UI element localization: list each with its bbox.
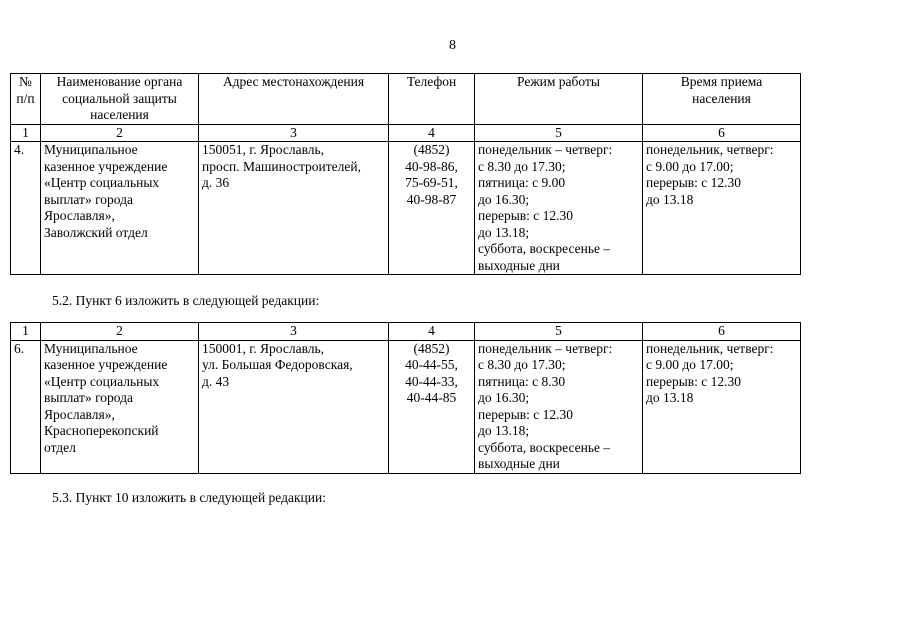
header-num (11, 74, 41, 125)
cell-line: социальной защиты (62, 90, 177, 106)
cell-line: Ярославля», (44, 406, 115, 422)
cell-line: до 13.18 (646, 191, 694, 207)
institutions-table-1 (10, 73, 801, 275)
cell-line: суббота, воскресенье – (478, 241, 611, 256)
cell-line: (4852) (413, 142, 450, 157)
cell-line: 40-98-87 (406, 191, 457, 207)
cell-line: выходные дни (478, 456, 560, 471)
row-number: 4. (11, 142, 41, 275)
institution-address (199, 142, 389, 275)
cell-line: 40-44-33, (405, 373, 458, 389)
paragraph-5-2: 5.2. Пункт 6 изложить в следующей редакции: (52, 293, 320, 308)
cell-line: д. 36 (202, 175, 230, 190)
header-name (41, 74, 199, 125)
cell-line: пятница: с 8.30 (478, 373, 566, 389)
table-row (11, 340, 801, 473)
cell-line: Муниципальное (44, 340, 138, 356)
index-cell: 2 (41, 124, 199, 142)
header-schedule (475, 74, 643, 125)
cell-line: до 13.18 (646, 390, 694, 405)
cell-line: казенное учреждение (44, 357, 168, 372)
cell-line: населения (90, 107, 149, 122)
index-cell: 3 (199, 323, 389, 341)
cell-line: казенное учреждение (44, 158, 168, 174)
cell-line: Время приема (680, 74, 763, 89)
cell-line: ул. Большая Федоровская, (202, 357, 353, 372)
work-schedule (475, 340, 643, 473)
cell-line: до 16.30; (478, 390, 530, 405)
index-cell: 6 (643, 323, 801, 341)
cell-line: Адрес местонахождения (222, 74, 365, 89)
reception-hours (643, 142, 801, 275)
index-cell: 2 (41, 323, 199, 341)
work-schedule (475, 142, 643, 275)
cell-line: с 8.30 до 17.30; (478, 158, 566, 174)
institution-name (41, 340, 199, 473)
cell-line: выходные дни (478, 257, 560, 273)
cell-line: Телефон (406, 74, 457, 89)
column-index-row (11, 323, 801, 341)
cell-line: с 9.00 до 17.00; (646, 357, 734, 372)
cell-line: 40-44-85 (406, 390, 457, 405)
institution-address (199, 340, 389, 473)
cell-line: перерыв: с 12.30 (478, 208, 574, 223)
index-cell: 1 (11, 124, 41, 142)
paragraph-5-3: 5.3. Пункт 10 изложить в следующей редакции: (52, 490, 326, 505)
cell-line: Наименование органа (56, 74, 183, 89)
cell-line: населения (692, 90, 751, 106)
cell-line: Муниципальное (44, 142, 138, 157)
cell-line: с 8.30 до 17.30; (478, 357, 566, 372)
cell-line: перерыв: с 12.30 (646, 175, 742, 190)
column-index-row (11, 124, 801, 142)
cell-line: Режим работы (517, 74, 600, 89)
cell-line: выплат» города (44, 390, 133, 405)
header-row (11, 74, 801, 125)
cell-line: понедельник – четверг: (478, 340, 613, 356)
institutions-table-2 (10, 322, 801, 474)
index-cell: 3 (199, 124, 389, 142)
cell-line: 150051, г. Ярославль, (202, 142, 325, 157)
cell-line: понедельник, четверг: (646, 142, 774, 157)
index-cell: 5 (475, 323, 643, 341)
cell-line: понедельник, четверг: (646, 340, 774, 356)
cell-line: (4852) (413, 340, 450, 356)
cell-line: д. 43 (202, 373, 230, 389)
cell-line: 75-69-51, (405, 175, 458, 190)
header-phone (389, 74, 475, 125)
cell-line: Заволжский отдел (44, 224, 148, 240)
cell-line: 40-98-86, (405, 158, 458, 174)
cell-line: с 9.00 до 17.00; (646, 158, 734, 174)
cell-line: № (19, 74, 32, 89)
cell-line: просп. Машиностроителей, (202, 158, 361, 174)
reception-hours (643, 340, 801, 473)
cell-line: выплат» города (44, 191, 133, 207)
cell-line: перерыв: с 12.30 (478, 406, 574, 422)
cell-line: пятница: с 9.00 (478, 175, 566, 190)
cell-line: Красноперекопский (44, 423, 159, 438)
institution-phone (389, 340, 475, 473)
institution-name (41, 142, 199, 275)
cell-line: перерыв: с 12.30 (646, 373, 742, 389)
table-row (11, 142, 801, 275)
cell-line: суббота, воскресенье – (478, 439, 611, 455)
cell-line: п/п (16, 90, 35, 106)
cell-line: до 13.18; (478, 423, 530, 438)
cell-line: Ярославля», (44, 208, 115, 223)
institution-phone (389, 142, 475, 275)
index-cell: 4 (389, 124, 475, 142)
cell-line: отдел (44, 439, 76, 455)
cell-line: «Центр социальных (44, 373, 160, 389)
index-cell: 5 (475, 124, 643, 142)
cell-line: до 13.18; (478, 224, 530, 240)
index-cell: 1 (11, 323, 41, 341)
header-reception (643, 74, 801, 125)
row-number: 6. (11, 340, 41, 473)
index-cell: 6 (643, 124, 801, 142)
cell-line: «Центр социальных (44, 175, 160, 190)
header-address (199, 74, 389, 125)
cell-line: понедельник – четверг: (478, 142, 613, 157)
cell-line: до 16.30; (478, 191, 530, 207)
page-number: 8 (449, 38, 456, 53)
index-cell: 4 (389, 323, 475, 341)
cell-line: 150001, г. Ярославль, (202, 340, 325, 356)
cell-line: 40-44-55, (405, 357, 458, 372)
